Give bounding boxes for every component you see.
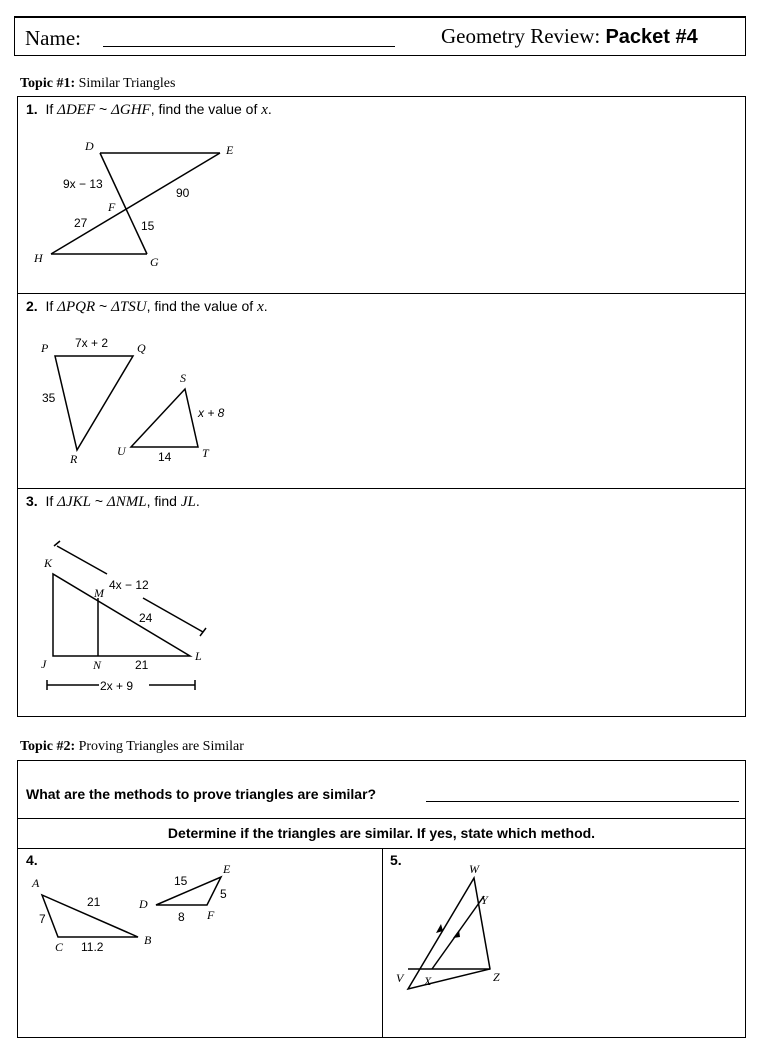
measure-DF: 8 bbox=[178, 910, 185, 924]
name-blank[interactable] bbox=[103, 46, 395, 47]
label-D: D bbox=[85, 139, 94, 153]
q3-similar-symbol: ~ bbox=[90, 493, 107, 509]
q2-triangle-1: ΔPQR bbox=[57, 299, 96, 315]
label-H: H bbox=[34, 251, 43, 265]
label-P: P bbox=[41, 341, 49, 355]
dimension-ML-tick bbox=[200, 628, 206, 636]
measure-PR: 35 bbox=[42, 391, 56, 405]
question-1-number: 1. bbox=[26, 101, 38, 117]
measure-FE: 90 bbox=[176, 186, 190, 200]
q1-similar-symbol: ~ bbox=[95, 101, 112, 117]
title-prefix: Geometry Review: bbox=[441, 24, 601, 48]
topic-2-title: Proving Triangles are Similar bbox=[78, 739, 244, 754]
measure-UT: 14 bbox=[158, 450, 172, 464]
q1-mid-text: , find the value of bbox=[150, 101, 262, 117]
label-E: E bbox=[226, 143, 234, 157]
question-2 bbox=[17, 293, 746, 489]
question-1 bbox=[17, 96, 746, 294]
label-A: A bbox=[32, 876, 40, 890]
label-F: F bbox=[108, 200, 116, 214]
measure-ML: 24 bbox=[139, 611, 153, 625]
q1-end: . bbox=[267, 101, 272, 117]
triangle-PQR bbox=[55, 356, 133, 450]
segment-EH bbox=[51, 153, 220, 254]
label-K: K bbox=[44, 556, 53, 570]
q1-triangle-2: ΔGHF bbox=[111, 102, 151, 118]
q3-mid-text: , find bbox=[146, 493, 181, 509]
methods-answer-blank[interactable] bbox=[426, 801, 739, 802]
label-Y: Y bbox=[481, 893, 488, 907]
topic-1-number: Topic #1: bbox=[20, 76, 76, 91]
label-M: M bbox=[94, 586, 104, 600]
topic-2-heading bbox=[20, 739, 244, 755]
worksheet-header bbox=[14, 16, 746, 56]
label-W: W bbox=[469, 862, 479, 876]
parallel-arrow-2 bbox=[453, 930, 460, 938]
label-T: T bbox=[202, 446, 209, 460]
q1-triangle-1: ΔDEF bbox=[57, 102, 96, 118]
label-G: G bbox=[150, 255, 159, 269]
q2-end: . bbox=[263, 298, 268, 314]
methods-question bbox=[17, 760, 746, 819]
measure-NL: 21 bbox=[135, 658, 149, 672]
triangle-VWZ bbox=[408, 878, 490, 989]
measure-PQ: 7x + 2 bbox=[75, 336, 109, 350]
question-2-diagram bbox=[17, 293, 746, 489]
q3-triangle-2: ΔNML bbox=[106, 494, 147, 510]
label-U: U bbox=[117, 444, 126, 458]
packet-number: Packet #4 bbox=[605, 26, 698, 48]
label-B: B bbox=[144, 933, 152, 947]
q2-similar-symbol: ~ bbox=[95, 298, 112, 314]
label-J: J bbox=[41, 657, 47, 671]
topic-1-heading bbox=[20, 76, 175, 92]
question-3 bbox=[17, 488, 746, 717]
question-1-diagram bbox=[17, 96, 746, 294]
measure-HF: 27 bbox=[74, 216, 88, 230]
measure-ST: x + 8 bbox=[198, 406, 225, 420]
dimension-KM bbox=[57, 546, 107, 574]
measure-EF: 5 bbox=[220, 887, 227, 901]
label-S: S bbox=[180, 371, 186, 385]
q3-segment: JL bbox=[180, 494, 196, 510]
question-2-number: 2. bbox=[26, 298, 38, 314]
question-3-diagram bbox=[17, 488, 746, 717]
measure-CB: 11.2 bbox=[81, 940, 104, 954]
label-Q: Q bbox=[137, 341, 146, 355]
measure-AC: 7 bbox=[39, 912, 46, 926]
triangle-DEF bbox=[156, 877, 221, 905]
q1-variable: x bbox=[261, 102, 268, 118]
questions-4-5-diagrams bbox=[17, 848, 746, 1038]
questions-4-5 bbox=[17, 848, 746, 1038]
triangle-STU bbox=[131, 389, 198, 447]
dimension-KM-tick bbox=[54, 541, 60, 546]
label-D-4: D bbox=[139, 897, 148, 911]
name-label: Name: bbox=[25, 26, 81, 50]
measure-AB: 21 bbox=[87, 895, 101, 909]
measure-JL: 2x + 9 bbox=[100, 679, 134, 693]
label-R: R bbox=[70, 452, 78, 466]
measure-DF: 9x − 13 bbox=[63, 177, 103, 191]
measure-KM: 4x − 12 bbox=[109, 578, 149, 592]
q3-prefix: If bbox=[45, 493, 58, 509]
q2-mid-text: , find the value of bbox=[146, 298, 258, 314]
worksheet-title bbox=[441, 24, 698, 49]
q3-end: . bbox=[195, 493, 200, 509]
q2-triangle-2: ΔTSU bbox=[111, 299, 147, 315]
question-3-number: 3. bbox=[26, 493, 38, 509]
topic-1-title: Similar Triangles bbox=[78, 76, 176, 91]
q3-triangle-1: ΔJKL bbox=[57, 494, 91, 510]
label-C: C bbox=[55, 940, 64, 954]
measure-DE: 15 bbox=[174, 874, 188, 888]
topic-2-number: Topic #2: bbox=[20, 739, 76, 754]
label-N: N bbox=[93, 658, 102, 672]
q1-prefix: If bbox=[45, 101, 58, 117]
question-5-number: 5. bbox=[390, 852, 402, 868]
q2-variable: x bbox=[257, 299, 264, 315]
q2-prefix: If bbox=[45, 298, 58, 314]
methods-question-text: What are the methods to prove triangles are similar? bbox=[26, 786, 377, 802]
label-F-4: F bbox=[207, 908, 215, 922]
label-E-4: E bbox=[223, 862, 231, 876]
label-Z: Z bbox=[493, 970, 500, 984]
determine-instruction bbox=[17, 818, 746, 849]
label-X: X bbox=[424, 974, 432, 988]
measure-FG: 15 bbox=[141, 219, 155, 233]
label-V: V bbox=[396, 971, 404, 985]
determine-instruction-text: Determine if the triangles are similar. If yes, state which method. bbox=[167, 825, 596, 841]
question-4-number: 4. bbox=[26, 852, 38, 868]
label-L: L bbox=[195, 649, 202, 663]
